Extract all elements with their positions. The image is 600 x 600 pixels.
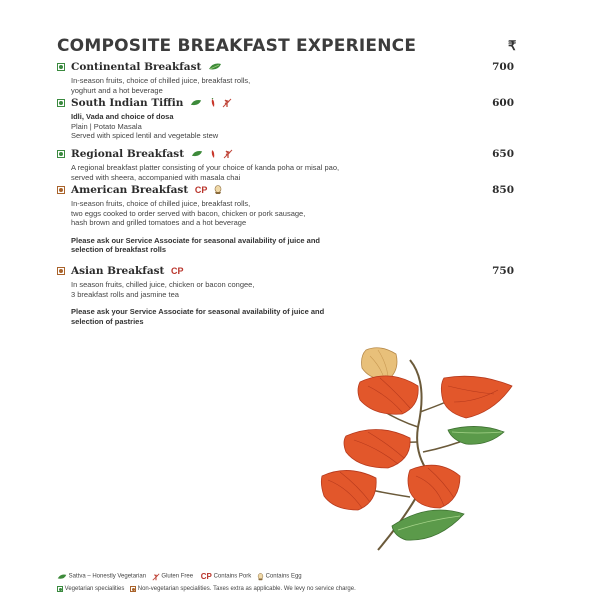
item-name: American Breakfast (71, 184, 189, 196)
item-name: Continental Breakfast (71, 61, 202, 73)
item-description: A regional breakfast platter consisting of your choice of kanda poha or misal pao, served with sheera, accompanied with masala chai (71, 163, 340, 182)
veg-mark-icon (57, 150, 65, 158)
item-description: In-season fruits, choice of chilled juice, breakfast rolls, two eggs cooked to order served with bacon, chicken or pork sausage, hash brown and grilled tomatoes and a hot beverage (71, 199, 306, 227)
leaf-icon (208, 63, 222, 71)
veg-mark-icon (57, 99, 65, 107)
legend-sattva: Sattva – Honestly Vegetarian (68, 573, 147, 580)
page-title: COMPOSITE BREAKFAST EXPERIENCE (57, 36, 417, 56)
chilli-icon (209, 98, 216, 108)
gluten-free-icon (222, 98, 232, 108)
item-note: Please ask your Service Associate for seasonal availability of juice and selection of pastries (71, 307, 325, 326)
leaf-icon (57, 574, 67, 580)
contains-pork-badge: CP (171, 266, 184, 276)
veg-mark-icon (57, 63, 65, 71)
legend-gluten-free: Gluten Free (161, 573, 194, 580)
item-price: 700 (492, 61, 514, 73)
menu-item-american (57, 185, 527, 255)
item-price: 850 (492, 184, 514, 196)
chilli-icon (209, 149, 216, 159)
nonveg-mark-icon (130, 586, 136, 592)
currency-symbol: ₹ (508, 38, 517, 53)
leaf-icon (191, 150, 203, 158)
legend-row-marks (57, 586, 356, 593)
legend-taxes: Taxes extra as applicable. We levy no service charge. (213, 586, 356, 592)
legend-cp-badge: CP (200, 572, 212, 581)
item-price: 600 (492, 97, 514, 109)
gluten-free-icon (152, 573, 160, 581)
contains-pork-badge: CP (194, 185, 208, 195)
item-note: Please ask our Service Associate for seasonal availability of juice and selection of breakfast rolls (71, 235, 321, 254)
item-name: South Indian Tiffin (71, 97, 184, 109)
leaf-icon (190, 99, 202, 107)
menu-item-regional (57, 149, 527, 182)
nonveg-mark-icon (57, 267, 65, 275)
menu-item-asian (57, 266, 527, 326)
veg-mark-icon (57, 586, 63, 592)
legend-contains-egg: Contains Egg (265, 573, 302, 580)
gluten-free-icon (223, 149, 233, 159)
nonveg-mark-icon (57, 186, 65, 194)
menu-item-south-indian (57, 98, 527, 141)
egg-icon (214, 185, 222, 195)
item-price: 750 (492, 265, 514, 277)
item-description: In-season fruits, choice of chilled juice, breakfast rolls, yoghurt and a hot beverage (71, 76, 251, 95)
item-name: Asian Breakfast (71, 265, 165, 277)
physalis-illustration (318, 342, 518, 557)
item-price: 650 (492, 148, 514, 160)
item-name: Regional Breakfast (71, 148, 185, 160)
legend-contains-pork: Contains Pork (213, 573, 252, 580)
item-description: In season fruits, chilled juice, chicken or bacon congee, 3 breakfast rolls and jasmine tea (71, 280, 255, 299)
legend-nonveg: Non-vegetarian specialities. (137, 586, 212, 592)
egg-icon (257, 573, 264, 581)
menu-item-continental (57, 62, 527, 95)
legend-veg: Vegetarian specialities (64, 586, 125, 592)
legend-row-dietary (57, 572, 302, 581)
item-description: Idli, Vada and choice of dosa Plain | Potato Masala Served with spiced lentil and vegetable stew (71, 112, 219, 140)
